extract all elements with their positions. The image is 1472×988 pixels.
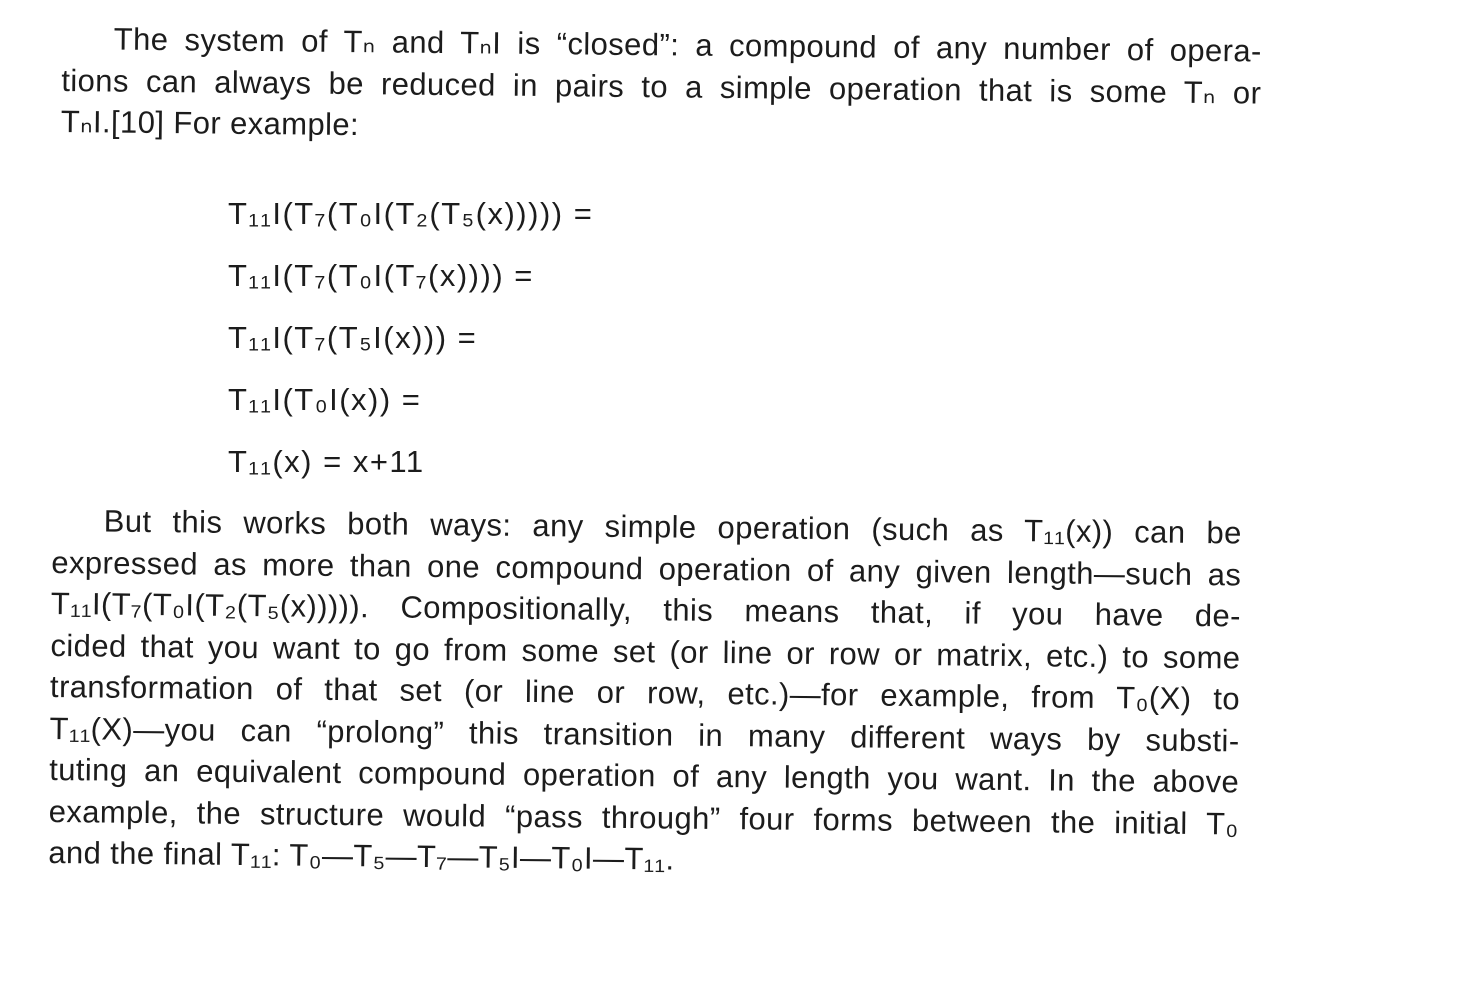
paragraph-closed-system [61, 18, 1262, 155]
text-line: The system of Tₙ and TₙI is “closed”: a compound of any number of opera- [113, 21, 1262, 69]
equation-line: T₁₁(x) = x+11 [228, 444, 425, 479]
paragraph-both-ways [48, 500, 1242, 886]
text-line: tuting an equivalent compound operation of any length you want. In the above [48, 751, 1240, 800]
text-line: transformation of that set (or line or row, etc.)—for example, from T₀(X) to [49, 668, 1241, 717]
equation-line: T₁₁I(T₇(T₀I(T₂(T₅(x))))) = [228, 196, 594, 231]
text-line: T₁₁I(T₇(T₀I(T₂(T₅(x))))). Compositionally, this means that, if you have de- [50, 585, 1242, 634]
text-line: tions can always be reduced in pairs to a simple operation that is some Tₙ or [61, 62, 1262, 111]
text-line: example, the structure would “pass through” four forms between the initial T₀ [48, 793, 1239, 841]
text-line: But this works both ways: any simple operation (such as T₁₁(x)) can be [103, 503, 1242, 551]
text-line: expressed as more than one compound operation of any given length—such as [51, 544, 1242, 592]
equation-block [228, 188, 593, 498]
equation-line: T₁₁I(T₀I(x)) = [228, 382, 422, 417]
text-line: and the final T₁₁: T₀—T₅—T₇—T₅I—T₀I—T₁₁. [48, 834, 675, 877]
text-line: T₁₁(X)—you can “prolong” this transition in many different ways by substi- [49, 710, 1240, 758]
text-line: cided that you want to go from some set (or line or row or matrix, etc.) to some [50, 627, 1241, 675]
equation-line: T₁₁I(T₇(T₀I(T₇(x)))) = [228, 258, 534, 293]
text-line: TₙI.[10] For example: [60, 103, 360, 143]
equation-line: T₁₁I(T₇(T₅I(x))) = [228, 320, 478, 355]
